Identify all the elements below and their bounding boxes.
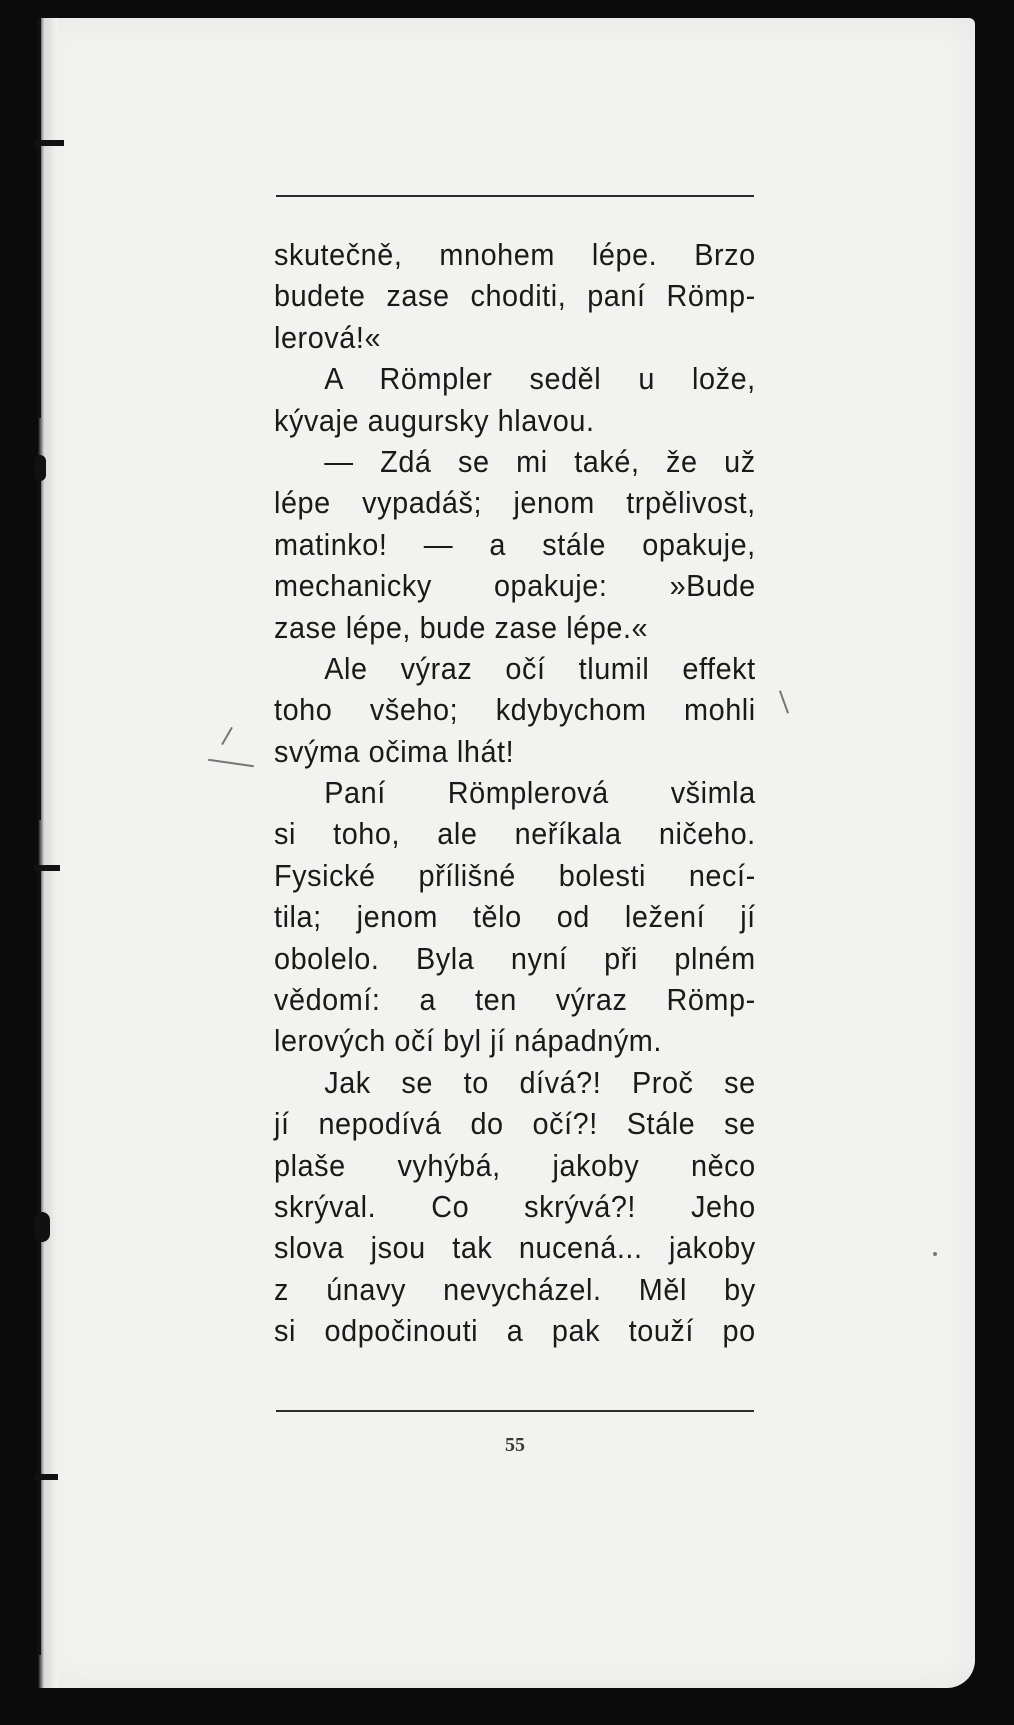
text-line: toho všeho; kdybychom mohli [274,692,756,728]
text-line: si toho, ale neříkala ničeho. [274,816,756,852]
text-line: A Römpler seděl u lože, [324,361,756,397]
text-line: vědomí: a ten výraz Römp- [274,982,756,1018]
binding-mark [34,140,64,146]
text-line: Jak se to dívá?! Proč se [324,1064,756,1100]
text-line: Ale výraz očí tlumil effekt [324,650,756,686]
binding-line-top [37,18,41,418]
text-line: Fysické přílišné bolesti necí- [274,857,756,893]
text-line: plaše vyhýbá, jakoby něco [274,1147,756,1183]
text-line: tila; jenom tělo od ležení jí [274,899,756,935]
ink-mark [933,1252,937,1256]
text-line: mechanicky opakuje: »Bude [274,568,756,604]
text-line: svýma očima lhát! [274,733,515,769]
binding-mark [34,455,46,481]
text-line: lerová!« [274,319,382,355]
text-line: si odpočinouti a pak touží po [274,1313,756,1349]
binding-line-middle [37,480,41,820]
text-line: lépe vypadáš; jenom trpělivost, [274,485,756,521]
text-line: budete zase choditi, paní Römp- [274,278,756,314]
binding-line-bottom [37,865,41,1655]
text-line: obolelo. Byla nyní při plném [274,940,756,976]
text-line: kývaje augursky hlavou. [274,402,595,438]
text-line: — Zdá se mi také, že už [324,443,756,479]
text-line: skrýval. Co skrývá?! Jeho [274,1188,756,1224]
binding-mark [34,1212,50,1242]
text-line: Paní Römplerová všimla [324,775,756,811]
text-line: skutečně, mnohem lépe. Brzo [274,237,756,272]
text-line: lerových očí byl jí nápadným. [274,1023,662,1059]
text-line: slova jsou tak nucená... jakoby [274,1230,756,1266]
text-line: jí nepodívá do očí?! Stále se [274,1106,756,1142]
text-line: zase lépe, bude zase lépe.« [274,609,649,645]
text-line: z únavy nevycházel. Měl by [274,1271,756,1307]
header-rule [276,195,754,197]
binding-mark [34,865,60,871]
book-binding-edge [0,18,58,1688]
text-line: matinko! — a stále opakuje, [274,526,756,562]
page-number: 55 [505,1434,525,1456]
body-text [274,234,756,1352]
binding-mark [34,1474,58,1480]
footer-rule [276,1410,754,1412]
